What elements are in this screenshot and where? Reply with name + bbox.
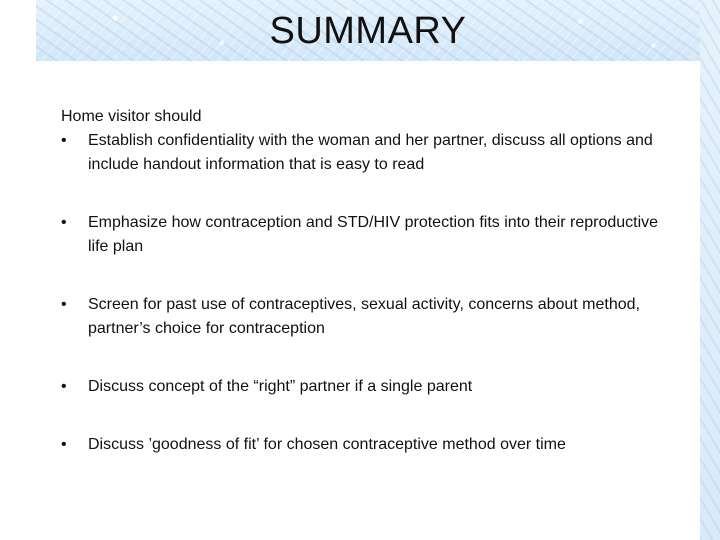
bullet-icon: • bbox=[61, 436, 67, 453]
bullet-icon: • bbox=[61, 132, 67, 149]
bullet-item bbox=[61, 211, 661, 259]
bullet-item bbox=[61, 129, 661, 177]
bullet-list bbox=[61, 129, 661, 457]
bullet-icon: • bbox=[61, 296, 67, 313]
bullet-text: Establish confidentiality with the woman and her partner, discuss all options and include handout information that is easy to read bbox=[88, 132, 653, 173]
bullet-item bbox=[61, 293, 661, 341]
bullet-text: Discuss ’goodness of fit’ for chosen contraceptive method over time bbox=[88, 436, 566, 453]
bullet-text: Screen for past use of contraceptives, sexual activity, concerns about method, partner’s choice for contraception bbox=[88, 296, 640, 337]
bullet-text: Emphasize how contraception and STD/HIV protection fits into their reproductive life plan bbox=[88, 214, 659, 255]
slide-body bbox=[61, 105, 661, 457]
bullet-item bbox=[61, 375, 661, 399]
bullet-icon: • bbox=[61, 214, 67, 231]
right-edge-decoration bbox=[700, 0, 720, 540]
bullet-icon: • bbox=[61, 378, 67, 395]
slide-title: SUMMARY bbox=[269, 10, 467, 52]
intro-text: Home visitor should bbox=[61, 108, 202, 125]
bullet-item bbox=[61, 433, 661, 457]
bullet-text: Discuss concept of the “right” partner if a single parent bbox=[88, 378, 473, 395]
